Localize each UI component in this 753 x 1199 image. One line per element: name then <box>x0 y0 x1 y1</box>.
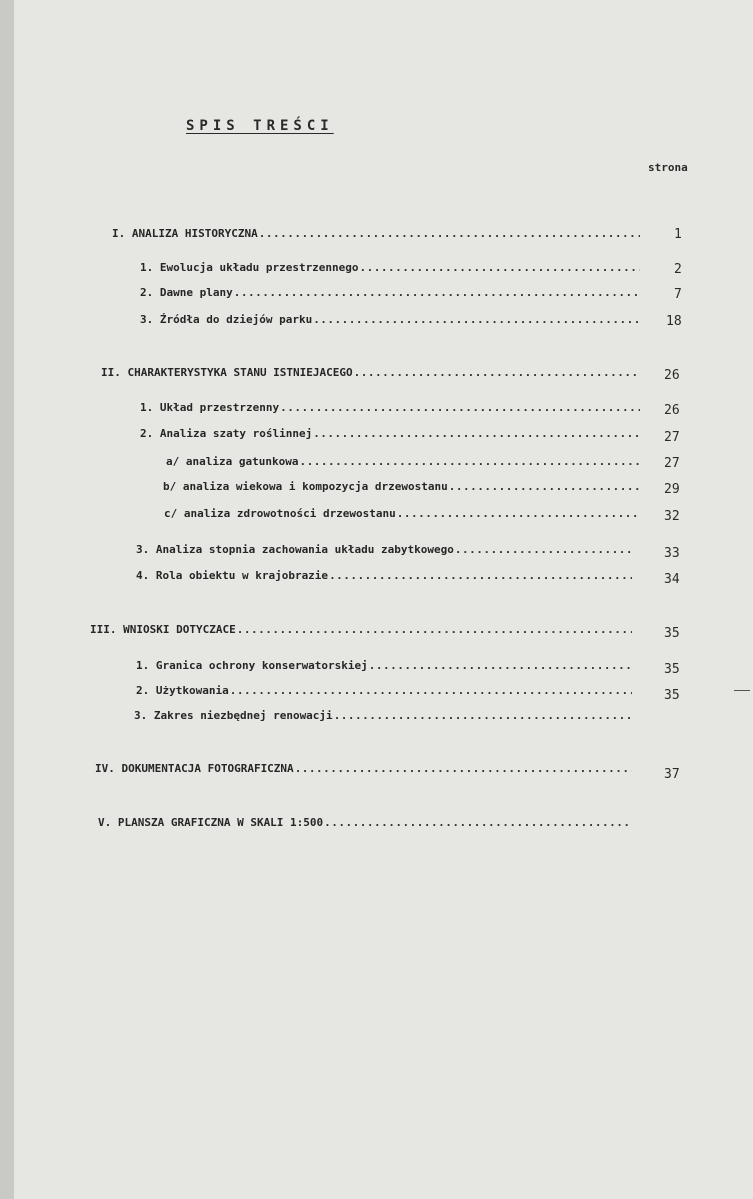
toc-entry-label: III. WNIOSKI DOTYCZACE <box>90 623 236 636</box>
toc-entry <box>98 816 632 834</box>
toc-entry <box>136 684 632 702</box>
toc-entry-page: 26 <box>664 368 680 383</box>
toc-entry-label: IV. DOKUMENTACJA FOTOGRAFICZNA <box>95 762 294 775</box>
leader-dots <box>237 623 632 636</box>
toc-entry-page: 35 <box>664 626 680 641</box>
toc-entry-label: 1. Układ przestrzenny <box>140 401 280 414</box>
toc-entry-page: 1 <box>674 227 682 242</box>
toc-entry <box>140 286 640 304</box>
leader-dots <box>329 569 632 582</box>
toc-entry-page: 33 <box>664 546 680 561</box>
toc-entry-label: 2. Analiza szaty roślinnej <box>140 427 313 440</box>
leader-dots <box>449 480 640 493</box>
toc-entry <box>166 455 640 473</box>
toc-entry-label: a/ analiza gatunkowa <box>166 455 299 468</box>
leader-dots <box>397 507 640 520</box>
toc-entry-page: 35 <box>664 662 680 677</box>
toc-entry-label: 2. Użytkowania <box>136 684 229 697</box>
toc-entry-label: 4. Rola obiektu w krajobrazie <box>136 569 329 582</box>
toc-entry <box>140 401 640 419</box>
toc-entry-label: I. ANALIZA HISTORYCZNA <box>112 227 258 240</box>
leader-dots <box>369 659 632 672</box>
leader-dots <box>334 709 632 722</box>
toc-entry-label: II. CHARAKTERYSTYKA STANU ISTNIEJACEGO <box>101 366 353 379</box>
toc-entry-label: 1. Ewolucja układu przestrzennego <box>140 261 359 274</box>
toc-entry-label: 3. Analiza stopnia zachowania układu zabytkowego <box>136 543 454 556</box>
toc-entry-page: 32 <box>664 509 680 524</box>
toc-entry-page: 7 <box>674 287 682 302</box>
leader-dots <box>295 762 632 775</box>
toc-entry <box>136 569 632 587</box>
leader-dots <box>354 366 640 379</box>
leader-dots <box>230 684 632 697</box>
page-title: SPIS TREŚCI <box>186 118 334 134</box>
toc-entry-page: 34 <box>664 572 680 587</box>
leader-dots <box>234 286 640 299</box>
document-page <box>14 0 753 1199</box>
toc-entry <box>140 427 640 445</box>
toc-entry-page: 27 <box>664 456 680 471</box>
leader-dots <box>299 455 640 468</box>
edge-mark <box>734 690 750 691</box>
toc-entry-page: 2 <box>674 262 682 277</box>
toc-entry-label: 3. Źródła do dziejów parku <box>140 313 313 326</box>
toc-entry-label: c/ analiza zdrowotności drzewostanu <box>164 507 396 520</box>
toc-entry-label: 2. Dawne plany <box>140 286 233 299</box>
toc-entry-label: b/ analiza wiekowa i kompozycja drzewostanu <box>163 480 448 493</box>
toc-entry <box>136 543 632 561</box>
toc-entry <box>163 480 640 498</box>
leader-dots <box>324 816 632 829</box>
toc-entry <box>101 366 640 384</box>
toc-entry <box>90 623 632 641</box>
toc-entry-page: 27 <box>664 430 680 445</box>
leader-dots <box>313 313 640 326</box>
page-column-header: strona <box>648 161 688 174</box>
leader-dots <box>455 543 632 556</box>
leader-dots <box>313 427 640 440</box>
toc-entry-label: 3. Zakres niezbędnej renowacji <box>134 709 333 722</box>
toc-entry <box>112 227 640 245</box>
leader-dots <box>360 261 640 274</box>
leader-dots <box>280 401 640 414</box>
toc-entry <box>134 709 632 727</box>
toc-entry <box>140 261 640 279</box>
toc-entry <box>140 313 640 331</box>
leader-dots <box>259 227 640 240</box>
toc-entry-page: 18 <box>666 314 682 329</box>
toc-entry-page: 35 <box>664 688 680 703</box>
toc-entry-page: 29 <box>664 482 680 497</box>
toc-entry-page: 26 <box>664 403 680 418</box>
toc-entry <box>136 659 632 677</box>
toc-entry <box>164 507 640 525</box>
toc-entry-page: 37 <box>664 767 680 782</box>
toc-entry <box>95 762 632 780</box>
toc-entry-label: V. PLANSZA GRAFICZNA W SKALI 1:500 <box>98 816 324 829</box>
toc-entry-label: 1. Granica ochrony konserwatorskiej <box>136 659 368 672</box>
